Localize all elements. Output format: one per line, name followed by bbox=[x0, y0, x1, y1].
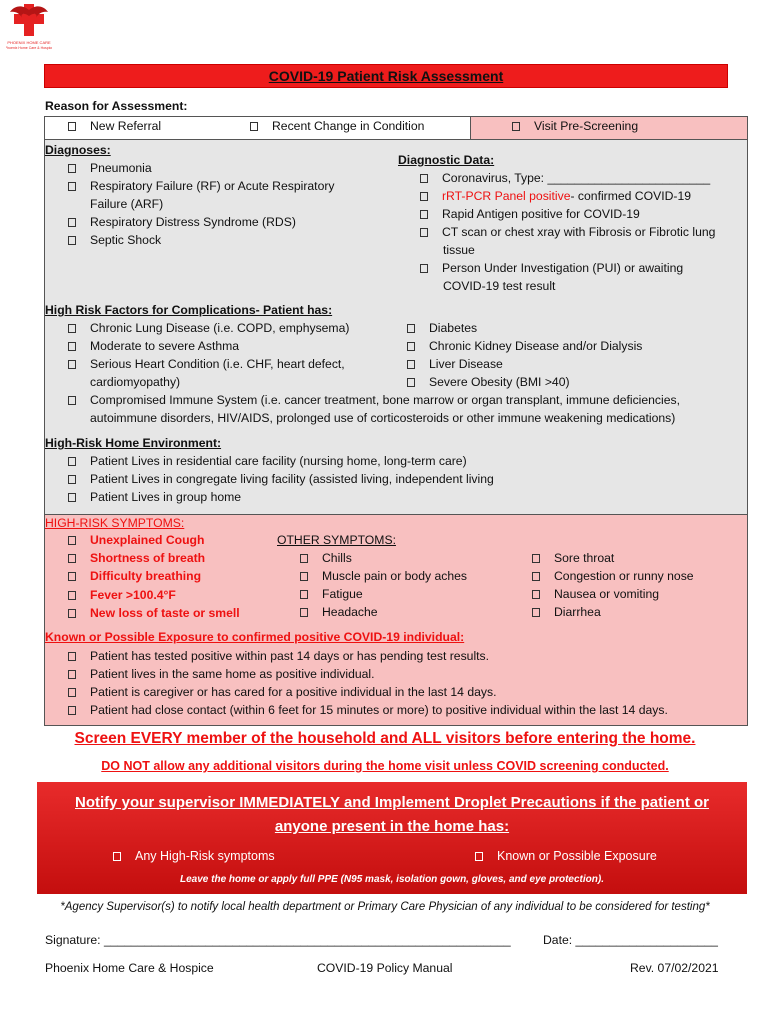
rf-liver[interactable]: Liver Disease bbox=[407, 356, 503, 374]
signature-field[interactable]: Signature: ____________________________________________________________ bbox=[45, 933, 511, 947]
rf-lung[interactable]: Chronic Lung Disease (i.e. COPD, emphysema) bbox=[68, 320, 349, 338]
checkbox-icon[interactable] bbox=[68, 591, 76, 600]
rf-immune-cont: autoimmune disorders, HIV/AIDS, prolonged use of corticosteroids or other immune weakening medications) bbox=[90, 411, 676, 425]
checkbox-icon[interactable] bbox=[68, 475, 76, 484]
dx-rf[interactable]: Respiratory Failure (RF) or Acute Respiratory bbox=[68, 178, 335, 196]
diagnostic-heading: Diagnostic Data: bbox=[398, 153, 495, 167]
checkbox-icon[interactable] bbox=[420, 174, 428, 183]
checkbox-icon[interactable] bbox=[407, 342, 415, 351]
rf-heart-cont: cardiomyopathy) bbox=[90, 375, 181, 389]
checkbox-icon[interactable] bbox=[420, 192, 428, 201]
checkbox-icon[interactable] bbox=[68, 652, 76, 661]
rf-heart[interactable]: Serious Heart Condition (i.e. CHF, heart defect, bbox=[68, 356, 345, 374]
reason-change[interactable]: Recent Change in Condition bbox=[250, 118, 424, 136]
sym-breathing[interactable]: Difficulty breathing bbox=[68, 568, 201, 586]
sym-cough[interactable]: Unexplained Cough bbox=[68, 532, 204, 550]
diag-ct-cont: tissue bbox=[443, 243, 475, 257]
exp-contact[interactable]: Patient had close contact (within 6 feet for 15 minutes or more) to positive individual within the last 14 days. bbox=[68, 702, 668, 720]
dx-pneumonia[interactable]: Pneumonia bbox=[68, 160, 152, 178]
svg-text:Phoenix Home Care & Hospice: Phoenix Home Care & Hospice bbox=[6, 46, 52, 50]
checkbox-icon[interactable] bbox=[475, 852, 483, 861]
checkbox-icon[interactable] bbox=[68, 688, 76, 697]
checkbox-icon[interactable] bbox=[420, 264, 428, 273]
screen-notice: Screen EVERY member of the household and ALL visitors before entering the home. bbox=[74, 730, 696, 747]
notify-banner bbox=[37, 782, 747, 894]
checkbox-icon[interactable] bbox=[420, 210, 428, 219]
exp-caregiver[interactable]: Patient is caregiver or has cared for a positive individual in the last 14 days. bbox=[68, 684, 496, 702]
agency-note: *Agency Supervisor(s) to notify local health department or Primary Care Physician of any individual to be considered for testing* bbox=[60, 901, 710, 913]
checkbox-icon[interactable] bbox=[420, 228, 428, 237]
checkbox-icon[interactable] bbox=[68, 182, 76, 191]
sym-muscle[interactable]: Muscle pain or body aches bbox=[300, 568, 467, 586]
dx-rf-cont: Failure (ARF) bbox=[90, 197, 164, 211]
checkbox-icon[interactable] bbox=[68, 493, 76, 502]
footer-company: Phoenix Home Care & Hospice bbox=[45, 961, 214, 975]
visitor-notice: DO NOT allow any additional visitors during the home visit unless COVID screening conducted. bbox=[101, 759, 669, 773]
checkbox-icon[interactable] bbox=[68, 360, 76, 369]
checkbox-icon[interactable] bbox=[68, 706, 76, 715]
checkbox-icon[interactable] bbox=[68, 342, 76, 351]
checkbox-icon[interactable] bbox=[532, 590, 540, 599]
rf-immune[interactable]: Compromised Immune System (i.e. cancer treatment, bone marrow or organ transplant, immune deficiencies, bbox=[68, 392, 680, 410]
checkbox-icon[interactable] bbox=[407, 324, 415, 333]
reason-new-referral[interactable]: New Referral bbox=[68, 118, 161, 136]
exp-same-home[interactable]: Patient lives in the same home as positive individual. bbox=[68, 666, 375, 684]
checkbox-icon[interactable] bbox=[532, 572, 540, 581]
checkbox-icon[interactable] bbox=[68, 457, 76, 466]
notify-line1: Notify your supervisor IMMEDIATELY and Implement Droplet Precautions if the patient or bbox=[75, 794, 709, 811]
diagnoses-heading: Diagnoses: bbox=[45, 143, 111, 157]
diag-pui[interactable]: Person Under Investigation (PUI) or awaiting bbox=[420, 260, 683, 278]
checkbox-icon[interactable] bbox=[250, 122, 258, 131]
diag-pui-cont: COVID-19 test result bbox=[443, 279, 556, 293]
notify-exposure-option[interactable]: Known or Possible Exposure bbox=[475, 849, 657, 863]
reason-heading: Reason for Assessment: bbox=[45, 99, 188, 113]
page-title: COVID-19 Patient Risk Assessment bbox=[44, 64, 728, 88]
home-congregate[interactable]: Patient Lives in congregate living facility (assisted living, independent living bbox=[68, 471, 494, 489]
sym-throat[interactable]: Sore throat bbox=[532, 550, 614, 568]
diag-pcr[interactable]: rRT-PCR Panel positive- confirmed COVID-19 bbox=[420, 188, 691, 206]
sym-fatigue[interactable]: Fatigue bbox=[300, 586, 363, 604]
rf-obesity[interactable]: Severe Obesity (BMI >40) bbox=[407, 374, 570, 392]
notify-high-risk-option[interactable]: Any High-Risk symptoms bbox=[113, 849, 275, 863]
ppe-instruction: Leave the home or apply full PPE (N95 mask, isolation gown, gloves, and eye protection). bbox=[180, 874, 604, 885]
exp-tested[interactable]: Patient has tested positive within past 14 days or has pending test results. bbox=[68, 648, 489, 666]
checkbox-icon[interactable] bbox=[68, 236, 76, 245]
checkbox-icon[interactable] bbox=[68, 536, 76, 545]
sym-chills[interactable]: Chills bbox=[300, 550, 352, 568]
reason-visit[interactable]: Visit Pre-Screening bbox=[512, 118, 638, 136]
footer-revision: Rev. 07/02/2021 bbox=[630, 961, 719, 975]
checkbox-icon[interactable] bbox=[68, 396, 76, 405]
svg-text:PHOENIX HOME CARE: PHOENIX HOME CARE bbox=[7, 40, 51, 45]
rf-diabetes[interactable]: Diabetes bbox=[407, 320, 477, 338]
checkbox-icon[interactable] bbox=[68, 122, 76, 131]
sym-headache[interactable]: Headache bbox=[300, 604, 378, 622]
diag-ct[interactable]: CT scan or chest xray with Fibrosis or Fibrotic lung bbox=[420, 224, 715, 242]
other-symptoms-heading: OTHER SYMPTOMS: bbox=[277, 533, 396, 547]
rf-kidney[interactable]: Chronic Kidney Disease and/or Dialysis bbox=[407, 338, 642, 356]
home-residential[interactable]: Patient Lives in residential care facility (nursing home, long-term care) bbox=[68, 453, 467, 471]
checkbox-icon[interactable] bbox=[68, 670, 76, 679]
high-risk-symptoms-heading: HIGH-RISK SYMPTOMS: bbox=[45, 516, 185, 530]
checkbox-icon[interactable] bbox=[68, 609, 76, 618]
checkbox-icon[interactable] bbox=[532, 608, 540, 617]
checkbox-icon[interactable] bbox=[68, 554, 76, 563]
checkbox-icon[interactable] bbox=[512, 122, 520, 131]
dx-rds[interactable]: Respiratory Distress Syndrome (RDS) bbox=[68, 214, 296, 232]
checkbox-icon[interactable] bbox=[68, 572, 76, 581]
checkbox-icon[interactable] bbox=[300, 590, 308, 599]
checkbox-icon[interactable] bbox=[300, 572, 308, 581]
sym-congestion[interactable]: Congestion or runny nose bbox=[532, 568, 694, 586]
date-field[interactable]: Date: _____________________ bbox=[543, 933, 718, 947]
checkbox-icon[interactable] bbox=[532, 554, 540, 563]
sym-sob[interactable]: Shortness of breath bbox=[68, 550, 205, 568]
checkbox-icon[interactable] bbox=[113, 852, 121, 861]
risk-factors-heading: High Risk Factors for Complications- Patient has: bbox=[45, 303, 333, 317]
checkbox-icon[interactable] bbox=[407, 378, 415, 387]
checkbox-icon[interactable] bbox=[300, 608, 308, 617]
home-env-heading: High-Risk Home Environment: bbox=[45, 436, 222, 450]
checkbox-icon[interactable] bbox=[300, 554, 308, 563]
checkbox-icon[interactable] bbox=[68, 164, 76, 173]
exposure-heading: Known or Possible Exposure to confirmed positive COVID-19 individual: bbox=[45, 630, 465, 644]
checkbox-icon[interactable] bbox=[68, 324, 76, 333]
footer-manual: COVID-19 Policy Manual bbox=[317, 961, 453, 975]
rf-asthma[interactable]: Moderate to severe Asthma bbox=[68, 338, 239, 356]
sym-nausea[interactable]: Nausea or vomiting bbox=[532, 586, 659, 604]
company-logo bbox=[6, 2, 52, 52]
diag-antigen[interactable]: Rapid Antigen positive for COVID-19 bbox=[420, 206, 640, 224]
sym-taste[interactable]: New loss of taste or smell bbox=[68, 605, 240, 623]
notify-line2: anyone present in the home has: bbox=[274, 818, 510, 835]
sym-diarrhea[interactable]: Diarrhea bbox=[532, 604, 601, 622]
diag-coronavirus[interactable]: Coronavirus, Type: ________________________ bbox=[420, 170, 710, 188]
sym-fever[interactable]: Fever >100.4°F bbox=[68, 587, 176, 605]
home-group[interactable]: Patient Lives in group home bbox=[68, 489, 241, 507]
checkbox-icon[interactable] bbox=[68, 218, 76, 227]
checkbox-icon[interactable] bbox=[407, 360, 415, 369]
dx-septic[interactable]: Septic Shock bbox=[68, 232, 161, 250]
